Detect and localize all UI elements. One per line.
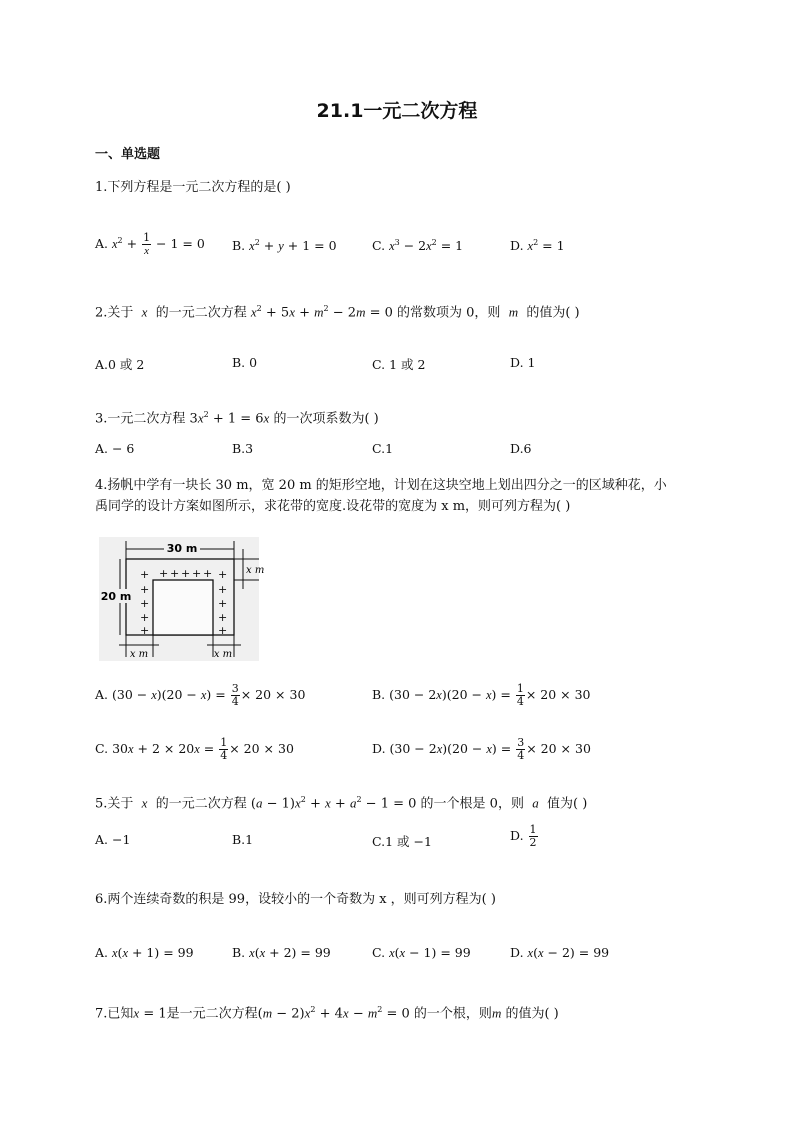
q5-option-d[interactable]: D. $\frac{1}{2}$: [510, 823, 537, 849]
figure-right-label: x m: [246, 565, 265, 576]
svg-text:+: +: [218, 597, 228, 610]
q4-option-b[interactable]: B. (30 − 2x)(20 − x) = $\frac{1}{4}$ × 20 × 30: [372, 682, 591, 708]
q4-option-a[interactable]: A. (30 − x)(20 − x) = $\frac{3}{4}$ × 20 × 30: [95, 682, 306, 708]
question-5-stem: 5.关于 x 的一元二次方程 $(a - 1)x^2 + x + a^2 - 1 = 0$ 的一个根是 0，则 a 值为( ): [95, 795, 588, 812]
svg-text:+: +: [159, 567, 169, 580]
q4-option-c[interactable]: C. 30x + 2 × 20x = $\frac{1}{4}$ × 20 × 30: [95, 736, 294, 762]
q5-option-a[interactable]: A. −1: [95, 832, 131, 847]
q5-option-c[interactable]: C.1 或 −1: [372, 834, 432, 849]
svg-text:+: +: [218, 568, 228, 581]
q1-option-a[interactable]: A. $x^2$ + $\frac{1}{x}$ − 1 = 0: [95, 231, 205, 257]
question-1-stem: 1.下列方程是一元二次方程的是( ): [95, 180, 291, 195]
q2-option-b[interactable]: B. 0: [232, 355, 258, 370]
svg-text:+: +: [218, 624, 228, 637]
q6-option-a[interactable]: A. x(x + 1) = 99: [95, 945, 194, 960]
svg-text:+: +: [140, 597, 150, 610]
svg-text:+: +: [140, 568, 150, 581]
svg-text:+: +: [192, 567, 202, 580]
q6-option-d[interactable]: D. x(x − 2) = 99: [510, 945, 610, 960]
q6-option-c[interactable]: C. x(x − 1) = 99: [372, 945, 471, 960]
section-heading: 一、单选题: [95, 147, 161, 162]
figure-bottom-right-label: x m: [213, 649, 233, 660]
garden-figure: [99, 537, 265, 661]
q2-option-d[interactable]: D. 1: [510, 355, 536, 370]
question-4-line-2: 禹同学的设计方案如图所示，求花带的宽度.设花带的宽度为 x m，则可列方程为( ): [95, 499, 571, 514]
svg-text:+: +: [203, 567, 213, 580]
q2-option-a[interactable]: A.0 或 2: [95, 357, 145, 372]
figure-bottom-left-label: x m: [129, 649, 149, 660]
question-3-stem: 3.一元二次方程 $3x^2 + 1 = 6x$ 的一次项系数为( ): [95, 410, 379, 427]
question-6-stem: 6.两个连续奇数的积是 99，设较小的一个奇数为 x ，则可列方程为( ): [95, 892, 496, 907]
svg-text:+: +: [170, 567, 180, 580]
q3-option-d[interactable]: D.6: [510, 441, 532, 456]
q4-option-d[interactable]: D. (30 − 2x)(20 − x) = $\frac{3}{4}$ × 20 × 30: [372, 736, 591, 762]
svg-text:+: +: [218, 583, 228, 596]
q1-option-b[interactable]: B. $x^2 + y + 1 = 0$: [232, 238, 337, 254]
svg-text:+: +: [140, 611, 150, 624]
q2-option-c[interactable]: C. 1 或 2: [372, 357, 426, 372]
q1-option-d[interactable]: D. $x^2 = 1$: [510, 238, 565, 254]
q3-option-c[interactable]: C.1: [372, 441, 394, 456]
svg-text:+: +: [140, 583, 150, 596]
page-title: 21.1一元二次方程: [316, 100, 478, 122]
svg-text:+: +: [140, 624, 150, 637]
q5-option-b[interactable]: B.1: [232, 832, 254, 847]
q3-option-a[interactable]: A. − 6: [95, 441, 135, 456]
figure-left-label: 20 m: [100, 590, 132, 603]
q1-option-c[interactable]: C. $x^3 - 2x^2 = 1$: [372, 238, 464, 254]
q6-option-b[interactable]: B. x(x + 2) = 99: [232, 945, 331, 960]
question-2-stem: 2.关于 x 的一元二次方程 $x^2 + 5x + m^2 - 2m = 0$ 的常数项为 0，则 m 的值为( ): [95, 304, 580, 321]
question-7-stem: 7.已知x = 1是一元二次方程$(m - 2)x^2 + 4x - m^2 = 0$ 的一个根，则m 的值为( ): [95, 1005, 559, 1022]
question-4-line-1: 4.扬帆中学有一块长 30 m，宽 20 m 的矩形空地，计划在这块空地上划出四分之一的区域种花，小: [95, 478, 667, 493]
q3-option-b[interactable]: B.3: [232, 441, 254, 456]
svg-text:+: +: [181, 567, 191, 580]
figure-top-label: 30 m: [166, 542, 198, 555]
svg-text:+: +: [218, 611, 228, 624]
